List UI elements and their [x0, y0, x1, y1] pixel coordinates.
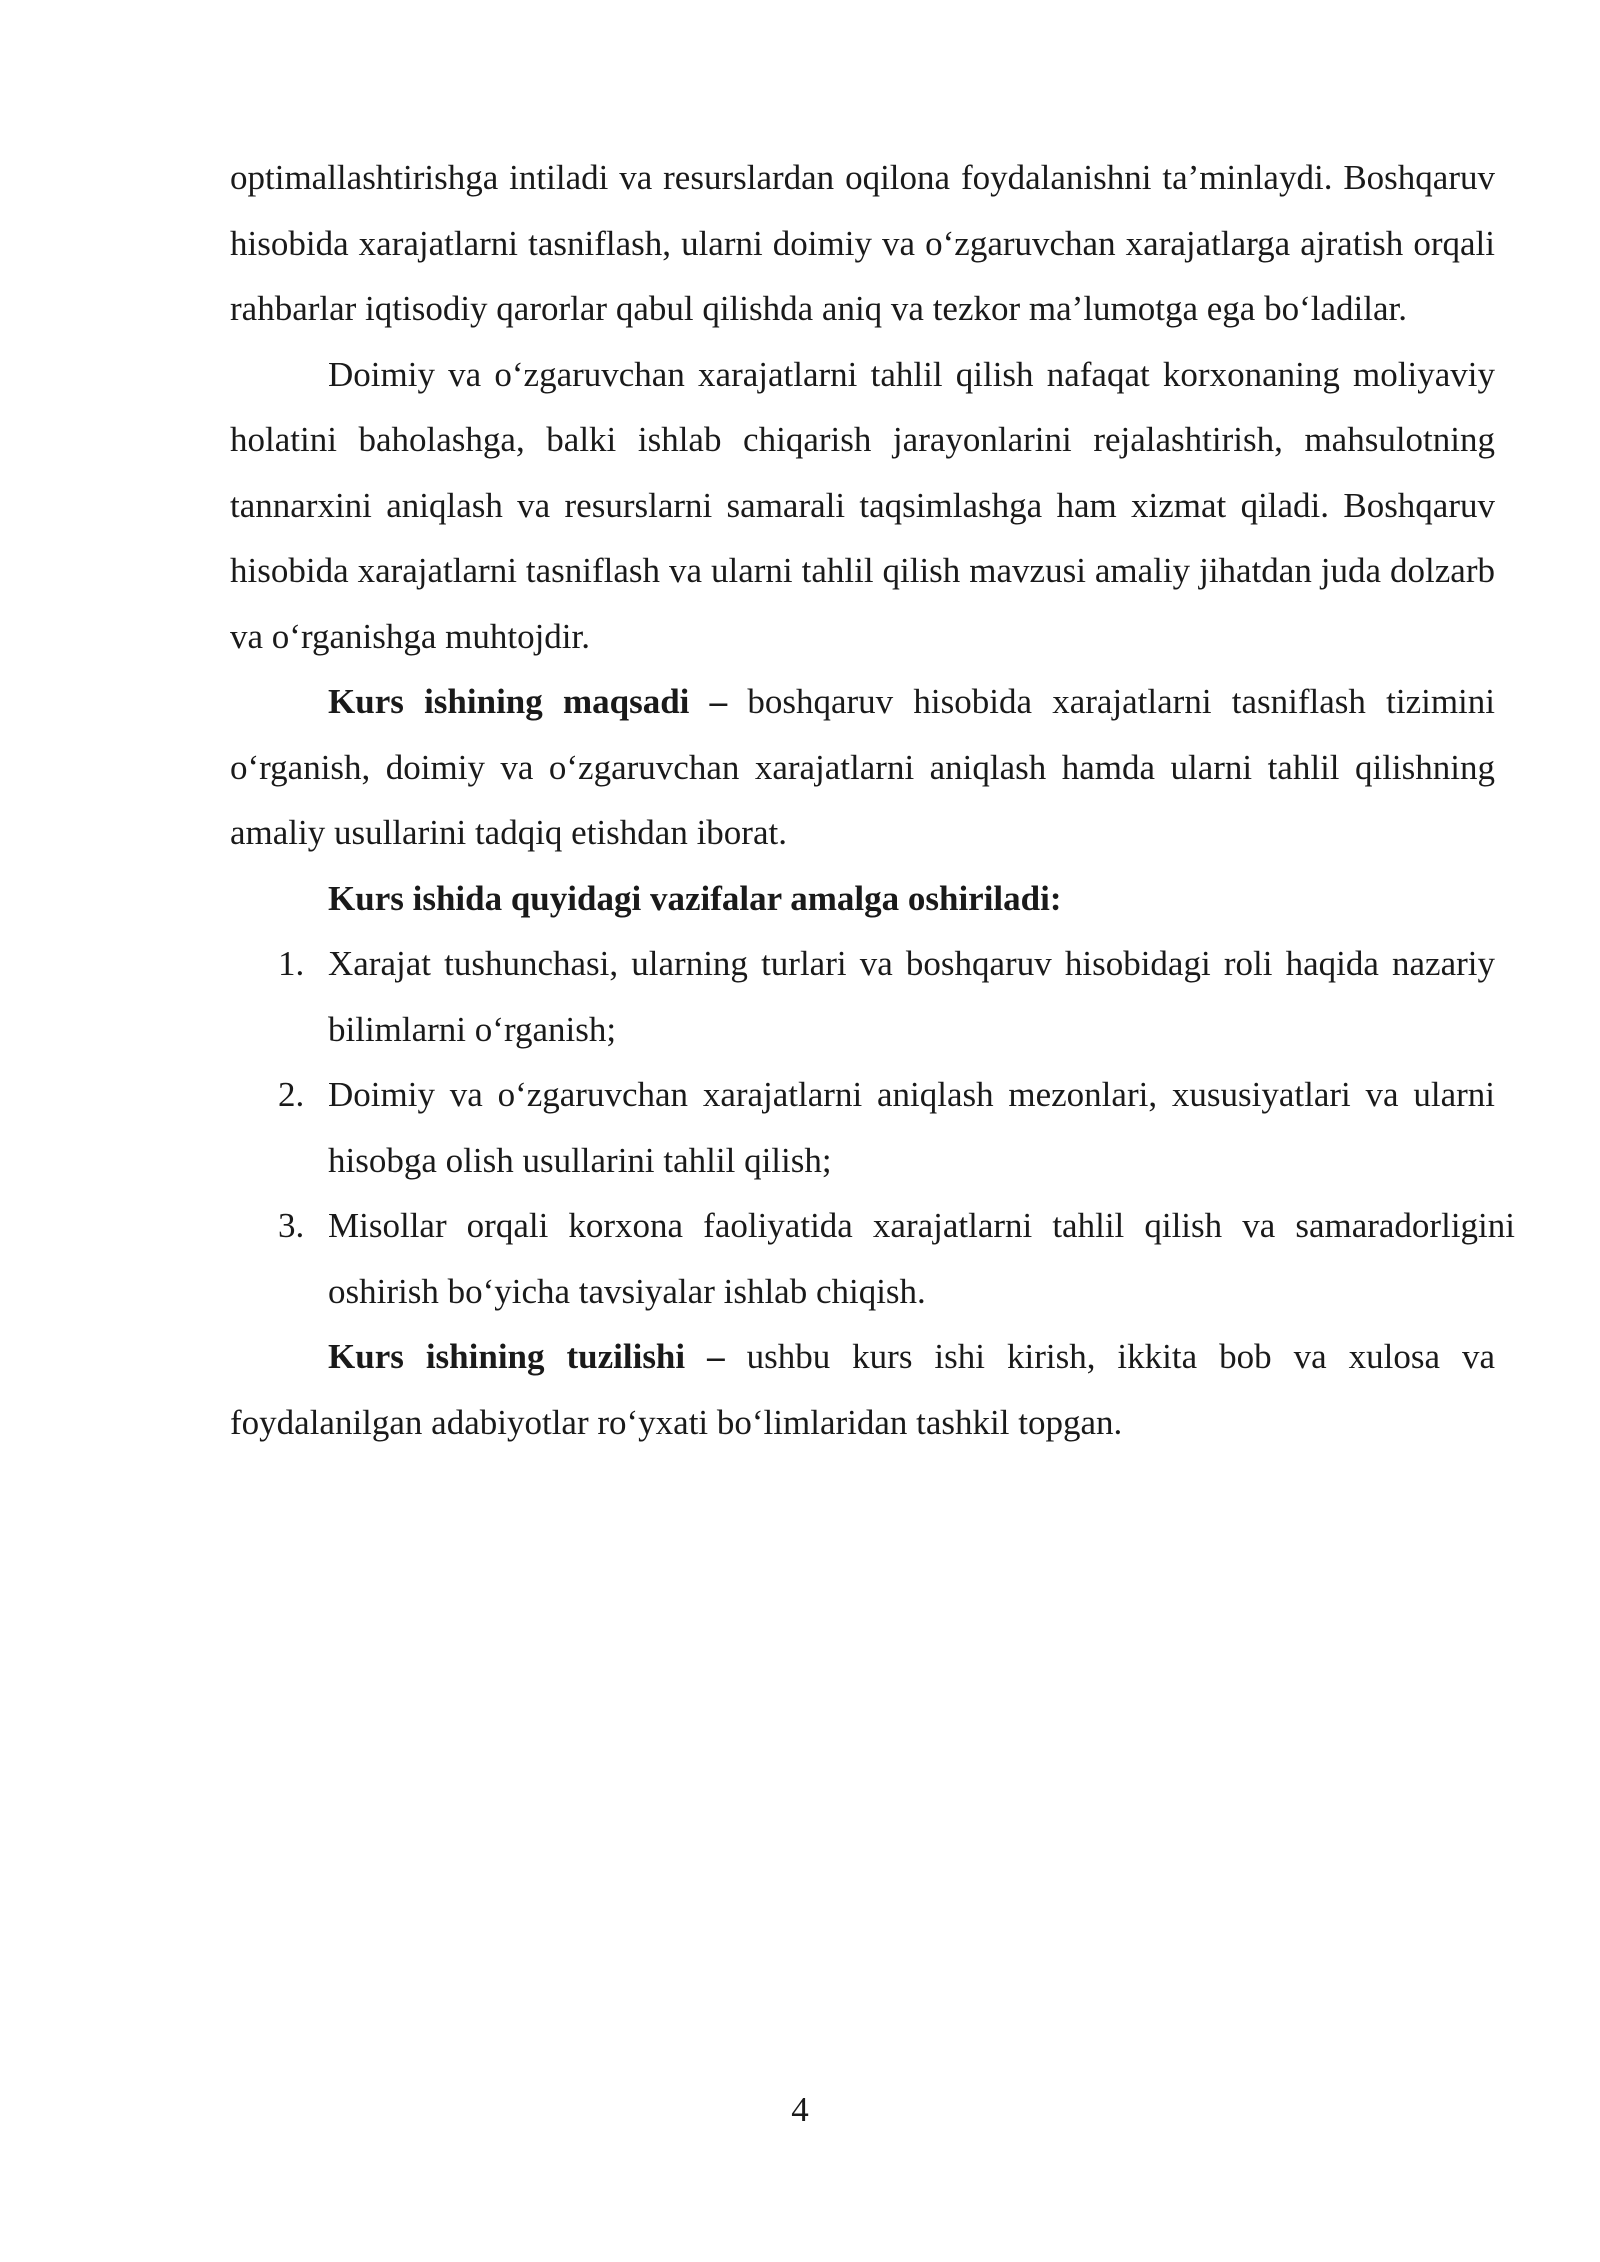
- goal-text: boshqaruv hisobida xarajatlarni tasniflash tizimini o‘rganish, doimiy va o‘zgaruvchan xarajatlarni aniqlash hamda ularni tahlil qilishning amaliy usullarini tadqiq etishdan iborat.: [230, 682, 1495, 852]
- list-item-number: 2.: [278, 1075, 305, 1114]
- paragraph-goal: [230, 669, 1495, 866]
- tasks-list: [230, 931, 1515, 1324]
- paragraph-continuation: optimallashtirishga intiladi va resurslardan oqilona foydalanishni ta’minlaydi. Boshqaruv hisobida xarajatlarni tasniflash, ularni doimiy va o‘zgaruvchan xarajatlarga ajratish orqali rahbarlar iqtisodiy qarorlar qabul qilishda aniq va tezkor ma’lumotga ega bo‘ladilar.: [230, 158, 1495, 328]
- list-item-number: 1.: [278, 944, 305, 983]
- list-item-text: Misollar orqali korxona faoliyatida xarajatlarni tahlil qilish va samaradorligini oshirish bo‘yicha tavsiyalar ishlab chiqish.: [328, 1206, 1515, 1311]
- goal-label: Kurs ishining maqsadi –: [328, 682, 728, 721]
- list-item-text: Xarajat tushunchasi, ularning turlari va boshqaruv hisobidagi roli haqida nazariy bilimlarni o‘rganish;: [328, 944, 1495, 1049]
- page-body: [230, 145, 1515, 1455]
- list-item-text: Doimiy va o‘zgaruvchan xarajatlarni aniqlash mezonlari, xususiyatlari va ularni hisobga olish usullarini tahlil qilish;: [328, 1075, 1495, 1180]
- structure-label: Kurs ishining tuzilishi –: [328, 1337, 725, 1376]
- structure-text: ushbu kurs ishi kirish, ikkita bob va xulosa va foydalanilgan adabiyotlar ro‘yxati bo‘limlaridan tashkil topgan.: [230, 1337, 1495, 1442]
- tasks-heading: Kurs ishida quyidagi vazifalar amalga oshiriladi:: [328, 878, 1062, 918]
- paragraph-structure: [230, 1324, 1495, 1455]
- list-item: [230, 1193, 1515, 1324]
- list-item: [230, 931, 1495, 1062]
- list-item: [230, 1062, 1495, 1193]
- list-item-number: 3.: [278, 1206, 305, 1245]
- paragraph-analysis: Doimiy va o‘zgaruvchan xarajatlarni tahlil qilish nafaqat korxonaning moliyaviy holatini baholashga, balki ishlab chiqarish jarayonlarini rejalashtirish, mahsulotning tannarxini aniqlash va resurslarni samarali taqsimlashga ham xizmat qiladi. Boshqaruv hisobida xarajatlarni tasniflash va ularni tahlil qilish mavzusi amaliy jihatdan juda dolzarb va o‘rganishga muhtojdir.: [230, 354, 1495, 656]
- page-number: 4: [791, 2090, 809, 2129]
